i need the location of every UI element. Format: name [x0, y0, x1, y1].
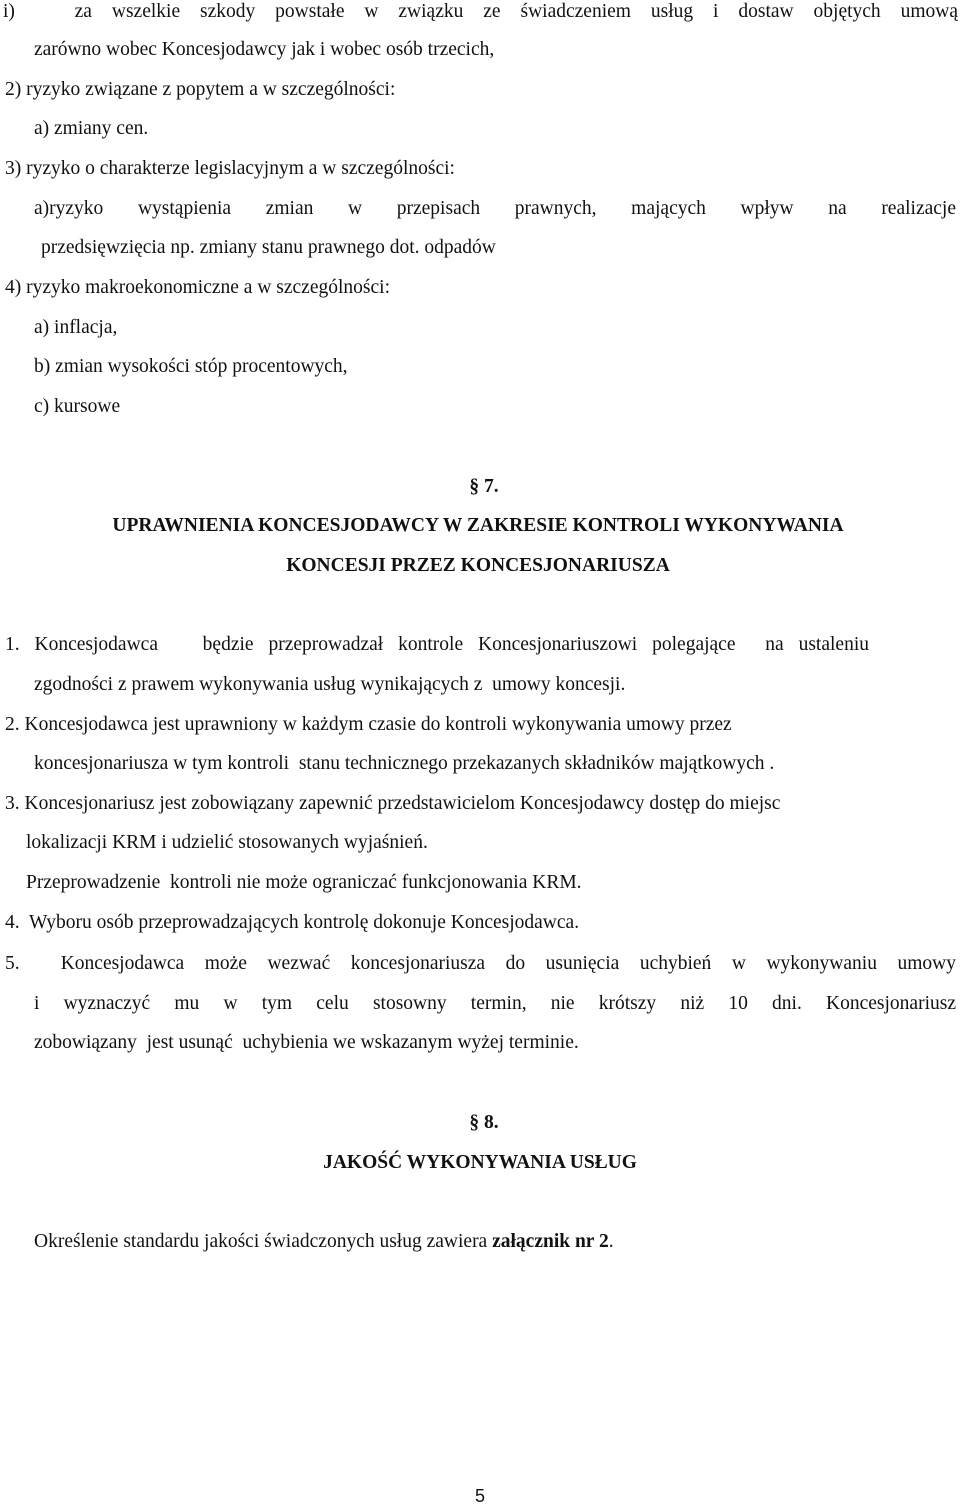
section-7-title-line1: UPRAWNIENIA KONCESJODAWCY W ZAKRESIE KONTROLI WYKONYWANIA [112, 515, 844, 536]
list-item-i-line2: zarówno wobec Koncesjodawcy jak i wobec osób trzecich, [34, 39, 495, 60]
section-8-paragraph [34, 1230, 614, 1254]
section-7-paragraph-3-line2: lokalizacji KRM i udzielić stosowanych wyjaśnień. [26, 832, 428, 853]
section-8-text-prefix: Określenie standardu jakości świadczonych usług zawiera [34, 1231, 493, 1252]
page-number: 5 [474, 1486, 485, 1506]
list-item-4b: b) zmian wysokości stóp procentowych, [34, 356, 348, 377]
section-7-paragraph-3-line1: 3. Koncesjonariusz jest zobowiązany zapewnić przedstawicielom Koncesjodawcy dostęp do miejsc [5, 793, 781, 814]
section-7-paragraph-3-line3: Przeprowadzenie kontroli nie może ograniczać funkcjonowania KRM. [26, 872, 582, 893]
list-item-i-line1: i) za wszelkie szkody powstałe w związku ze świadczeniem usług i dostaw objętych umową [3, 1, 958, 22]
section-8-text-suffix: . [608, 1231, 614, 1252]
list-item-3a-line1: a)ryzyko wystąpienia zmian w przepisach prawnych, mających wpływ na realizacje [34, 198, 956, 219]
list-item-3: 3) ryzyko o charakterze legislacyjnym a w szczególności: [5, 158, 455, 179]
section-7-title-line2: KONCESJI PRZEZ KONCESJONARIUSZA [286, 555, 670, 576]
section-7-paragraph-4: 4. Wyboru osób przeprowadzających kontrolę dokonuje Koncesjodawca. [5, 912, 580, 933]
section-7-paragraph-1-line1: 1. Koncesjodawca będzie przeprowadzał kontrole Koncesjonariuszowi polegające na ustaleniu [5, 634, 869, 655]
list-item-4a: a) inflacja, [34, 317, 118, 338]
list-item-2: 2) ryzyko związane z popytem a w szczególności: [5, 79, 396, 100]
section-7-paragraph-2-line1: 2. Koncesjodawca jest uprawniony w każdym czasie do kontroli wykonywania umowy przez [5, 714, 732, 735]
section-7-paragraph-2-line2: koncesjonariusza w tym kontroli stanu technicznego przekazanych składników majątkowych . [34, 753, 775, 774]
section-7-paragraph-5-line1: 5. Koncesjodawca może wezwać koncesjonariusza do usunięcia uchybień w wykonywaniu umowy [5, 953, 956, 974]
section-8-number: § 8. [469, 1112, 499, 1133]
section-8-attachment-reference: załącznik nr 2 [492, 1231, 609, 1252]
section-8-title: JAKOŚĆ WYKONYWANIA USŁUG [323, 1152, 637, 1173]
section-7-paragraph-1-line2: zgodności z prawem wykonywania usług wynikających z umowy koncesji. [34, 674, 626, 695]
section-7-paragraph-5-line3: zobowiązany jest usunąć uchybienia we wskazanym wyżej terminie. [34, 1032, 579, 1053]
section-7-paragraph-5-line2: i wyznaczyć mu w tym celu stosowny termin, nie krótszy niż 10 dni. Koncesjonariusz [34, 993, 956, 1014]
section-7-number: § 7. [469, 476, 499, 497]
list-item-4c: c) kursowe [34, 396, 121, 417]
list-item-2a: a) zmiany cen. [34, 118, 149, 139]
list-item-3a-line2: przedsięwzięcia np. zmiany stanu prawnego dot. odpadów [41, 237, 496, 258]
list-item-4: 4) ryzyko makroekonomiczne a w szczególności: [5, 277, 390, 298]
